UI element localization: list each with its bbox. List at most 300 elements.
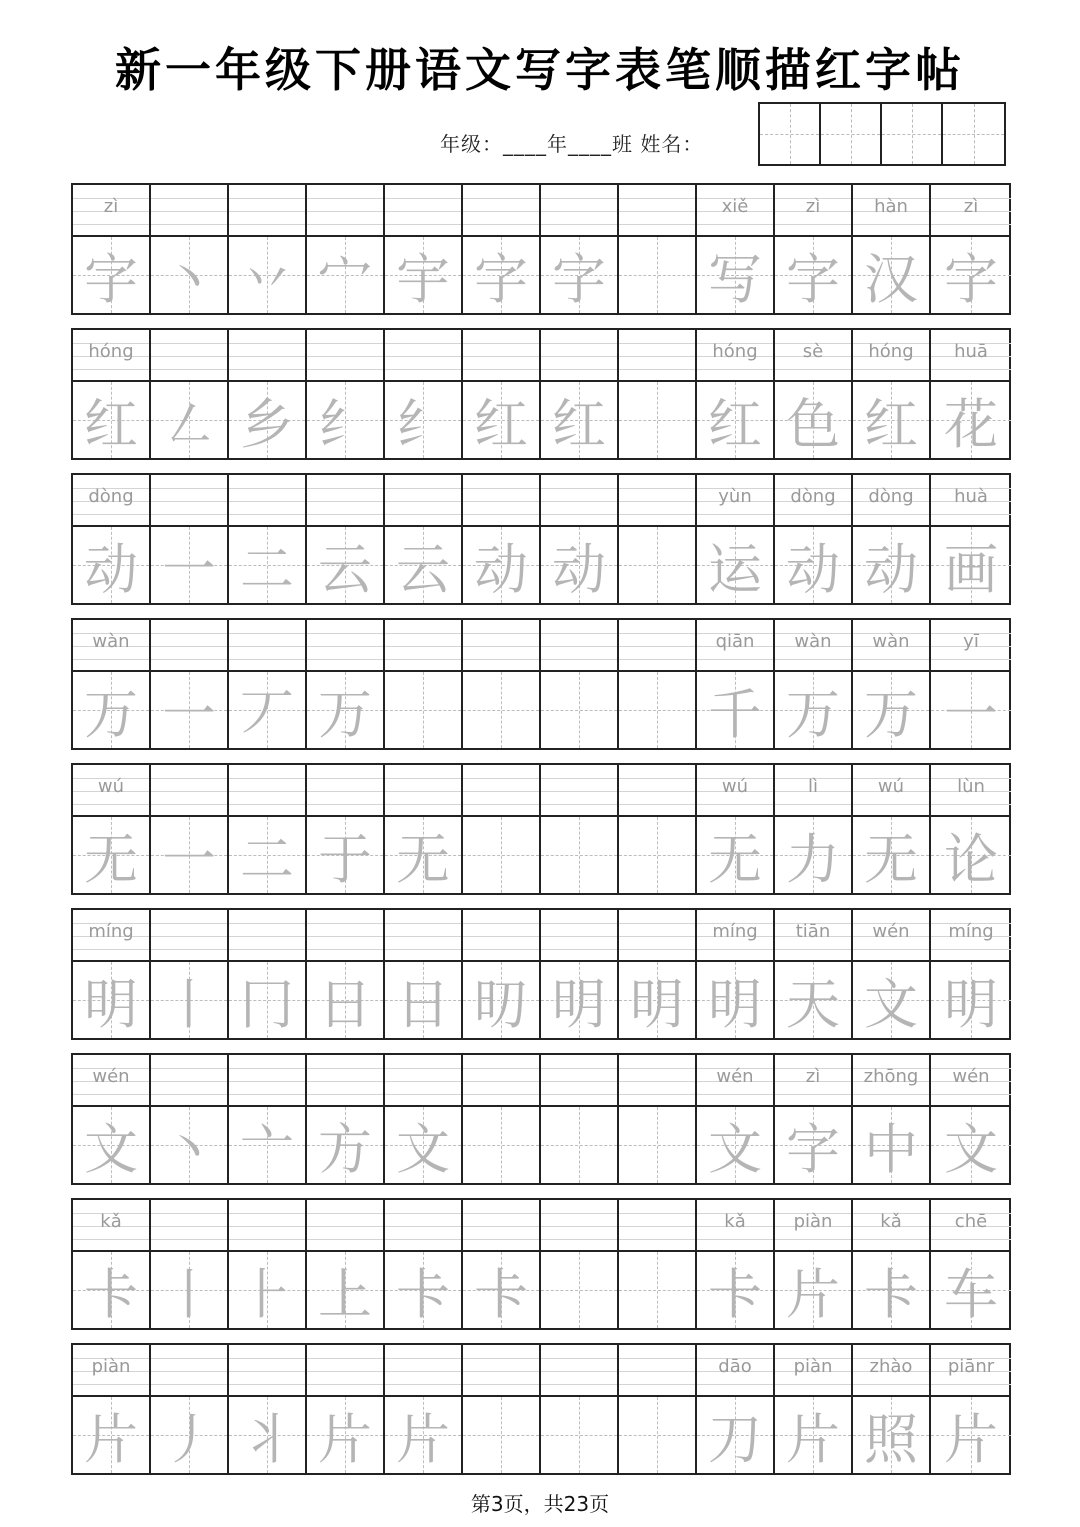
pinyin-text: dòng [88, 485, 134, 507]
tian-zi-grid [619, 382, 695, 458]
practice-cell[interactable] [307, 910, 385, 1038]
practice-cell[interactable] [853, 185, 931, 313]
trace-character: 丆 [240, 682, 294, 746]
practice-cell[interactable] [775, 475, 853, 603]
practice-cell[interactable] [541, 330, 619, 458]
practice-cell[interactable] [619, 185, 697, 313]
pinyin-box [931, 475, 1011, 527]
trace-character: 一 [162, 537, 216, 601]
practice-cell[interactable] [931, 620, 1011, 748]
practice-cell[interactable] [853, 765, 931, 893]
tian-zi-grid [151, 817, 227, 893]
pinyin-box [229, 1345, 305, 1397]
trace-character: 万 [84, 682, 138, 746]
tian-zi-grid [385, 527, 461, 603]
page-number: 第3页，共23页 [470, 1492, 610, 1516]
practice-cell[interactable] [775, 620, 853, 748]
practice-cell[interactable] [463, 1055, 541, 1183]
practice-cell[interactable] [151, 765, 229, 893]
tian-zi-grid [775, 817, 851, 893]
pinyin-box [73, 330, 149, 382]
practice-cell[interactable] [697, 185, 775, 313]
tian-zi-grid [307, 817, 383, 893]
pinyin-box [775, 910, 851, 962]
practice-cell[interactable] [385, 765, 463, 893]
pinyin-text: wàn [92, 630, 130, 652]
pinyin-text: xiě [721, 195, 749, 217]
practice-cell[interactable] [463, 185, 541, 313]
tian-zi-grid [229, 962, 305, 1038]
practice-cell[interactable] [385, 1345, 463, 1473]
tian-zi-grid [73, 962, 149, 1038]
pinyin-text: zì [103, 195, 119, 217]
practice-cell[interactable] [229, 620, 307, 748]
practice-cell[interactable] [775, 765, 853, 893]
tian-zi-grid [619, 1107, 695, 1183]
pinyin-box [73, 765, 149, 817]
practice-cell[interactable] [853, 1345, 931, 1473]
tian-zi-grid [463, 962, 539, 1038]
pinyin-box [541, 620, 617, 672]
pinyin-text: dòng [790, 485, 836, 507]
practice-cell[interactable] [307, 620, 385, 748]
tian-zi-grid [541, 962, 617, 1038]
practice-row [71, 328, 1011, 460]
pinyin-text: sè [802, 340, 824, 362]
practice-cell[interactable] [73, 185, 151, 313]
practice-cell[interactable] [853, 1200, 931, 1328]
pinyin-text: piānr [947, 1355, 995, 1377]
tian-zi-grid [151, 527, 227, 603]
pinyin-text: hóng [712, 340, 758, 362]
pinyin-box [73, 475, 149, 527]
tian-zi-grid [775, 672, 851, 748]
pinyin-box [775, 185, 851, 237]
trace-character: 无 [396, 827, 450, 891]
tian-zi-grid [151, 962, 227, 1038]
pinyin-text: wén [92, 1065, 130, 1087]
practice-cell[interactable] [73, 330, 151, 458]
pinyin-text: lùn [957, 775, 985, 797]
tian-zi-grid [697, 382, 773, 458]
pinyin-box [151, 910, 227, 962]
practice-cell[interactable] [931, 1200, 1011, 1328]
tian-zi-grid [619, 817, 695, 893]
tian-zi-grid [385, 672, 461, 748]
tian-zi-grid [619, 1252, 695, 1328]
tian-zi-grid [931, 237, 1011, 313]
tian-zi-grid [853, 1397, 929, 1473]
pinyin-box [853, 475, 929, 527]
practice-cell[interactable] [463, 1345, 541, 1473]
practice-cell[interactable] [73, 1055, 151, 1183]
pinyin-text: zhào [869, 1355, 913, 1377]
practice-cell[interactable] [385, 1200, 463, 1328]
tian-zi-grid [151, 672, 227, 748]
practice-cell[interactable] [73, 1200, 151, 1328]
pinyin-box [775, 1345, 851, 1397]
pinyin-text: dāo [718, 1355, 752, 1377]
practice-cell[interactable] [229, 1345, 307, 1473]
practice-cell[interactable] [541, 1345, 619, 1473]
tian-zi-grid [463, 1107, 539, 1183]
trace-character: 旫 [474, 972, 528, 1036]
pinyin-box [151, 620, 227, 672]
trace-character: 红 [864, 392, 918, 456]
trace-character: 日 [396, 972, 450, 1036]
tian-zi-grid [463, 527, 539, 603]
practice-cell[interactable] [541, 620, 619, 748]
trace-character: 冂 [240, 972, 294, 1036]
pinyin-box [463, 1200, 539, 1252]
practice-cell[interactable] [697, 475, 775, 603]
pinyin-text: qiān [715, 630, 755, 652]
practice-cell[interactable] [385, 330, 463, 458]
practice-cell[interactable] [697, 1200, 775, 1328]
tian-zi-grid [931, 817, 1011, 893]
pinyin-box [619, 765, 695, 817]
name-box[interactable] [882, 104, 943, 164]
trace-character: 丨 [162, 1262, 216, 1326]
tian-zi-grid [931, 1107, 1011, 1183]
trace-character: 片 [84, 1407, 138, 1471]
practice-cell[interactable] [697, 620, 775, 748]
practice-cell[interactable] [73, 620, 151, 748]
practice-cell[interactable] [541, 1200, 619, 1328]
trace-character: 运 [708, 537, 762, 601]
tian-zi-grid [853, 817, 929, 893]
practice-cell[interactable] [73, 475, 151, 603]
tian-zi-grid [775, 527, 851, 603]
practice-cell[interactable] [775, 185, 853, 313]
trace-character: 卡 [84, 1262, 138, 1326]
practice-cell[interactable] [229, 910, 307, 1038]
pinyin-box [853, 620, 929, 672]
tian-zi-grid [151, 1397, 227, 1473]
trace-character: 天 [786, 972, 840, 1036]
practice-cell[interactable] [385, 475, 463, 603]
pinyin-box [853, 910, 929, 962]
practice-cell[interactable] [853, 475, 931, 603]
practice-cell[interactable] [775, 1055, 853, 1183]
trace-character: 片 [318, 1407, 372, 1471]
tian-zi-grid [697, 527, 773, 603]
tian-zi-grid [385, 817, 461, 893]
practice-cell[interactable] [931, 1345, 1011, 1473]
pinyin-box [229, 330, 305, 382]
pinyin-box [619, 1055, 695, 1107]
practice-cell[interactable] [151, 910, 229, 1038]
practice-cell[interactable] [307, 330, 385, 458]
trace-character: 字 [786, 247, 840, 311]
practice-cell[interactable] [385, 620, 463, 748]
pinyin-box [541, 1055, 617, 1107]
tian-zi-grid [775, 1397, 851, 1473]
tian-zi-grid [541, 672, 617, 748]
trace-character: 丿 [162, 1407, 216, 1471]
pinyin-box [931, 1055, 1011, 1107]
pinyin-box [697, 1200, 773, 1252]
practice-cell[interactable] [775, 1200, 853, 1328]
practice-cell[interactable] [307, 1345, 385, 1473]
trace-character: 丨 [162, 972, 216, 1036]
practice-cell[interactable] [775, 1345, 853, 1473]
pinyin-text: huà [954, 485, 988, 507]
tian-zi-grid [307, 527, 383, 603]
practice-cell[interactable] [541, 1055, 619, 1183]
practice-cell[interactable] [307, 765, 385, 893]
tian-zi-grid [541, 817, 617, 893]
trace-character: 纟 [396, 392, 450, 456]
tian-zi-grid [229, 672, 305, 748]
pinyin-box [307, 475, 383, 527]
practice-cell[interactable] [697, 1055, 775, 1183]
practice-row [71, 908, 1011, 1040]
tian-zi-grid [151, 237, 227, 313]
practice-cell[interactable] [541, 910, 619, 1038]
tian-zi-grid [73, 1397, 149, 1473]
pinyin-box [541, 765, 617, 817]
trace-character: 宀 [318, 247, 372, 311]
tian-zi-grid [697, 962, 773, 1038]
trace-character: 片 [786, 1407, 840, 1471]
practice-cell[interactable] [229, 765, 307, 893]
tian-zi-grid [229, 237, 305, 313]
practice-cell[interactable] [229, 475, 307, 603]
trace-character: 丷 [240, 247, 294, 311]
practice-cell[interactable] [853, 330, 931, 458]
pinyin-box [151, 1200, 227, 1252]
pinyin-box [463, 330, 539, 382]
trace-character: 宇 [396, 247, 450, 311]
name-writing-boxes[interactable] [758, 102, 1006, 166]
practice-cell[interactable] [385, 910, 463, 1038]
trace-character: 片 [786, 1262, 840, 1326]
tian-zi-grid [775, 237, 851, 313]
tian-zi-grid [307, 1107, 383, 1183]
pinyin-text: kǎ [100, 1210, 122, 1232]
trace-character: 文 [944, 1117, 998, 1181]
tian-zi-grid [931, 527, 1011, 603]
trace-character: 千 [708, 682, 762, 746]
practice-cell[interactable] [541, 765, 619, 893]
trace-character: 文 [864, 972, 918, 1036]
practice-cell[interactable] [307, 1055, 385, 1183]
practice-cell[interactable] [931, 910, 1011, 1038]
name-box[interactable] [760, 104, 821, 164]
tian-zi-grid [853, 237, 929, 313]
pinyin-text: kǎ [724, 1210, 746, 1232]
pinyin-box [775, 1055, 851, 1107]
practice-cell[interactable] [619, 330, 697, 458]
tian-zi-grid [307, 237, 383, 313]
practice-cell[interactable] [151, 1200, 229, 1328]
practice-row [71, 1343, 1011, 1475]
practice-cell[interactable] [541, 475, 619, 603]
practice-cell[interactable] [151, 620, 229, 748]
pinyin-text: chē [954, 1210, 988, 1232]
practice-cell[interactable] [463, 620, 541, 748]
practice-cell[interactable] [619, 475, 697, 603]
tian-zi-grid [541, 382, 617, 458]
pinyin-box [619, 185, 695, 237]
pinyin-box [931, 910, 1011, 962]
practice-row [71, 1198, 1011, 1330]
practice-cell[interactable] [73, 1345, 151, 1473]
practice-cell[interactable] [385, 1055, 463, 1183]
trace-character: 字 [786, 1117, 840, 1181]
practice-cell[interactable] [385, 185, 463, 313]
tian-zi-grid [541, 1107, 617, 1183]
pinyin-box [931, 1200, 1011, 1252]
pinyin-box [385, 910, 461, 962]
tian-zi-grid [775, 1107, 851, 1183]
practice-cell[interactable] [151, 1345, 229, 1473]
tian-zi-grid [619, 962, 695, 1038]
practice-cell[interactable] [931, 330, 1011, 458]
pinyin-box [229, 1055, 305, 1107]
tian-zi-grid [697, 672, 773, 748]
practice-cell[interactable] [229, 1200, 307, 1328]
pinyin-box [775, 475, 851, 527]
practice-cell[interactable] [229, 330, 307, 458]
tian-zi-grid [619, 1397, 695, 1473]
tian-zi-grid [385, 382, 461, 458]
pinyin-box [931, 765, 1011, 817]
practice-cell[interactable] [697, 910, 775, 1038]
practice-cell[interactable] [853, 620, 931, 748]
practice-cell[interactable] [619, 910, 697, 1038]
practice-cell[interactable] [853, 1055, 931, 1183]
trace-character: 动 [786, 537, 840, 601]
practice-cell[interactable] [463, 330, 541, 458]
pinyin-box [385, 1055, 461, 1107]
practice-cell[interactable] [73, 910, 151, 1038]
practice-cell[interactable] [931, 475, 1011, 603]
tian-zi-grid [463, 1252, 539, 1328]
pinyin-box [73, 1055, 149, 1107]
pinyin-text: yī [963, 630, 979, 652]
pinyin-box [385, 765, 461, 817]
tian-zi-grid [541, 237, 617, 313]
pinyin-box [307, 330, 383, 382]
trace-character: 亠 [240, 1117, 294, 1181]
tian-zi-grid [775, 962, 851, 1038]
practice-cell[interactable] [619, 1200, 697, 1328]
pinyin-box [697, 475, 773, 527]
pinyin-box [463, 910, 539, 962]
trace-character: 云 [396, 537, 450, 601]
name-box[interactable] [943, 104, 1004, 164]
tian-zi-grid [307, 1397, 383, 1473]
practice-cell[interactable] [73, 765, 151, 893]
practice-cell[interactable] [229, 1055, 307, 1183]
pinyin-text: wén [952, 1065, 990, 1087]
practice-cell[interactable] [619, 1055, 697, 1183]
tian-zi-grid [73, 237, 149, 313]
pinyin-text: wàn [872, 630, 910, 652]
practice-cell[interactable] [619, 1345, 697, 1473]
practice-cell[interactable] [697, 765, 775, 893]
practice-cell[interactable] [931, 185, 1011, 313]
tian-zi-grid [307, 1252, 383, 1328]
practice-cell[interactable] [151, 475, 229, 603]
practice-cell[interactable] [541, 185, 619, 313]
practice-cell[interactable] [931, 765, 1011, 893]
pinyin-box [307, 910, 383, 962]
pinyin-text: yùn [718, 485, 752, 507]
pinyin-text: zì [805, 195, 821, 217]
practice-cell[interactable] [307, 475, 385, 603]
practice-cell[interactable] [307, 1200, 385, 1328]
practice-row [71, 473, 1011, 605]
practice-cell[interactable] [853, 910, 931, 1038]
pinyin-text: wú [877, 775, 905, 797]
practice-cell[interactable] [307, 185, 385, 313]
practice-cell[interactable] [619, 765, 697, 893]
trace-character: 云 [318, 537, 372, 601]
pinyin-box [229, 475, 305, 527]
pinyin-box [385, 475, 461, 527]
pinyin-box [697, 185, 773, 237]
practice-cell[interactable] [151, 1055, 229, 1183]
practice-cell[interactable] [463, 1200, 541, 1328]
tian-zi-grid [307, 962, 383, 1038]
pinyin-box [151, 330, 227, 382]
pinyin-box [463, 1345, 539, 1397]
tian-zi-grid [853, 527, 929, 603]
pinyin-box [73, 1345, 149, 1397]
tian-zi-grid [73, 817, 149, 893]
practice-cell[interactable] [775, 330, 853, 458]
pinyin-box [385, 185, 461, 237]
practice-cell[interactable] [697, 1345, 775, 1473]
practice-cell[interactable] [775, 910, 853, 1038]
tian-zi-grid [463, 1397, 539, 1473]
tian-zi-grid [775, 382, 851, 458]
practice-cell[interactable] [229, 185, 307, 313]
tian-zi-grid [619, 237, 695, 313]
practice-cell[interactable] [463, 765, 541, 893]
tian-zi-grid [853, 382, 929, 458]
pinyin-text: lì [807, 775, 818, 797]
trace-character: 万 [864, 682, 918, 746]
tian-zi-grid [73, 527, 149, 603]
name-box[interactable] [821, 104, 882, 164]
tian-zi-grid [385, 1397, 461, 1473]
trace-character: 二 [240, 537, 294, 601]
tian-zi-grid [619, 527, 695, 603]
practice-cell[interactable] [463, 910, 541, 1038]
pinyin-box [463, 620, 539, 672]
pinyin-box [853, 1055, 929, 1107]
pinyin-text: wú [97, 775, 125, 797]
practice-cell[interactable] [697, 330, 775, 458]
practice-cell[interactable] [463, 475, 541, 603]
practice-cell[interactable] [619, 620, 697, 748]
practice-cell[interactable] [151, 330, 229, 458]
trace-character: 画 [944, 537, 998, 601]
pinyin-box [385, 1200, 461, 1252]
practice-cell[interactable] [151, 185, 229, 313]
tian-zi-grid [853, 962, 929, 1038]
pinyin-box [385, 330, 461, 382]
trace-character: 红 [708, 392, 762, 456]
tian-zi-grid [853, 1252, 929, 1328]
practice-cell[interactable] [931, 1055, 1011, 1183]
trace-character: 文 [84, 1117, 138, 1181]
trace-character: 日 [318, 972, 372, 1036]
